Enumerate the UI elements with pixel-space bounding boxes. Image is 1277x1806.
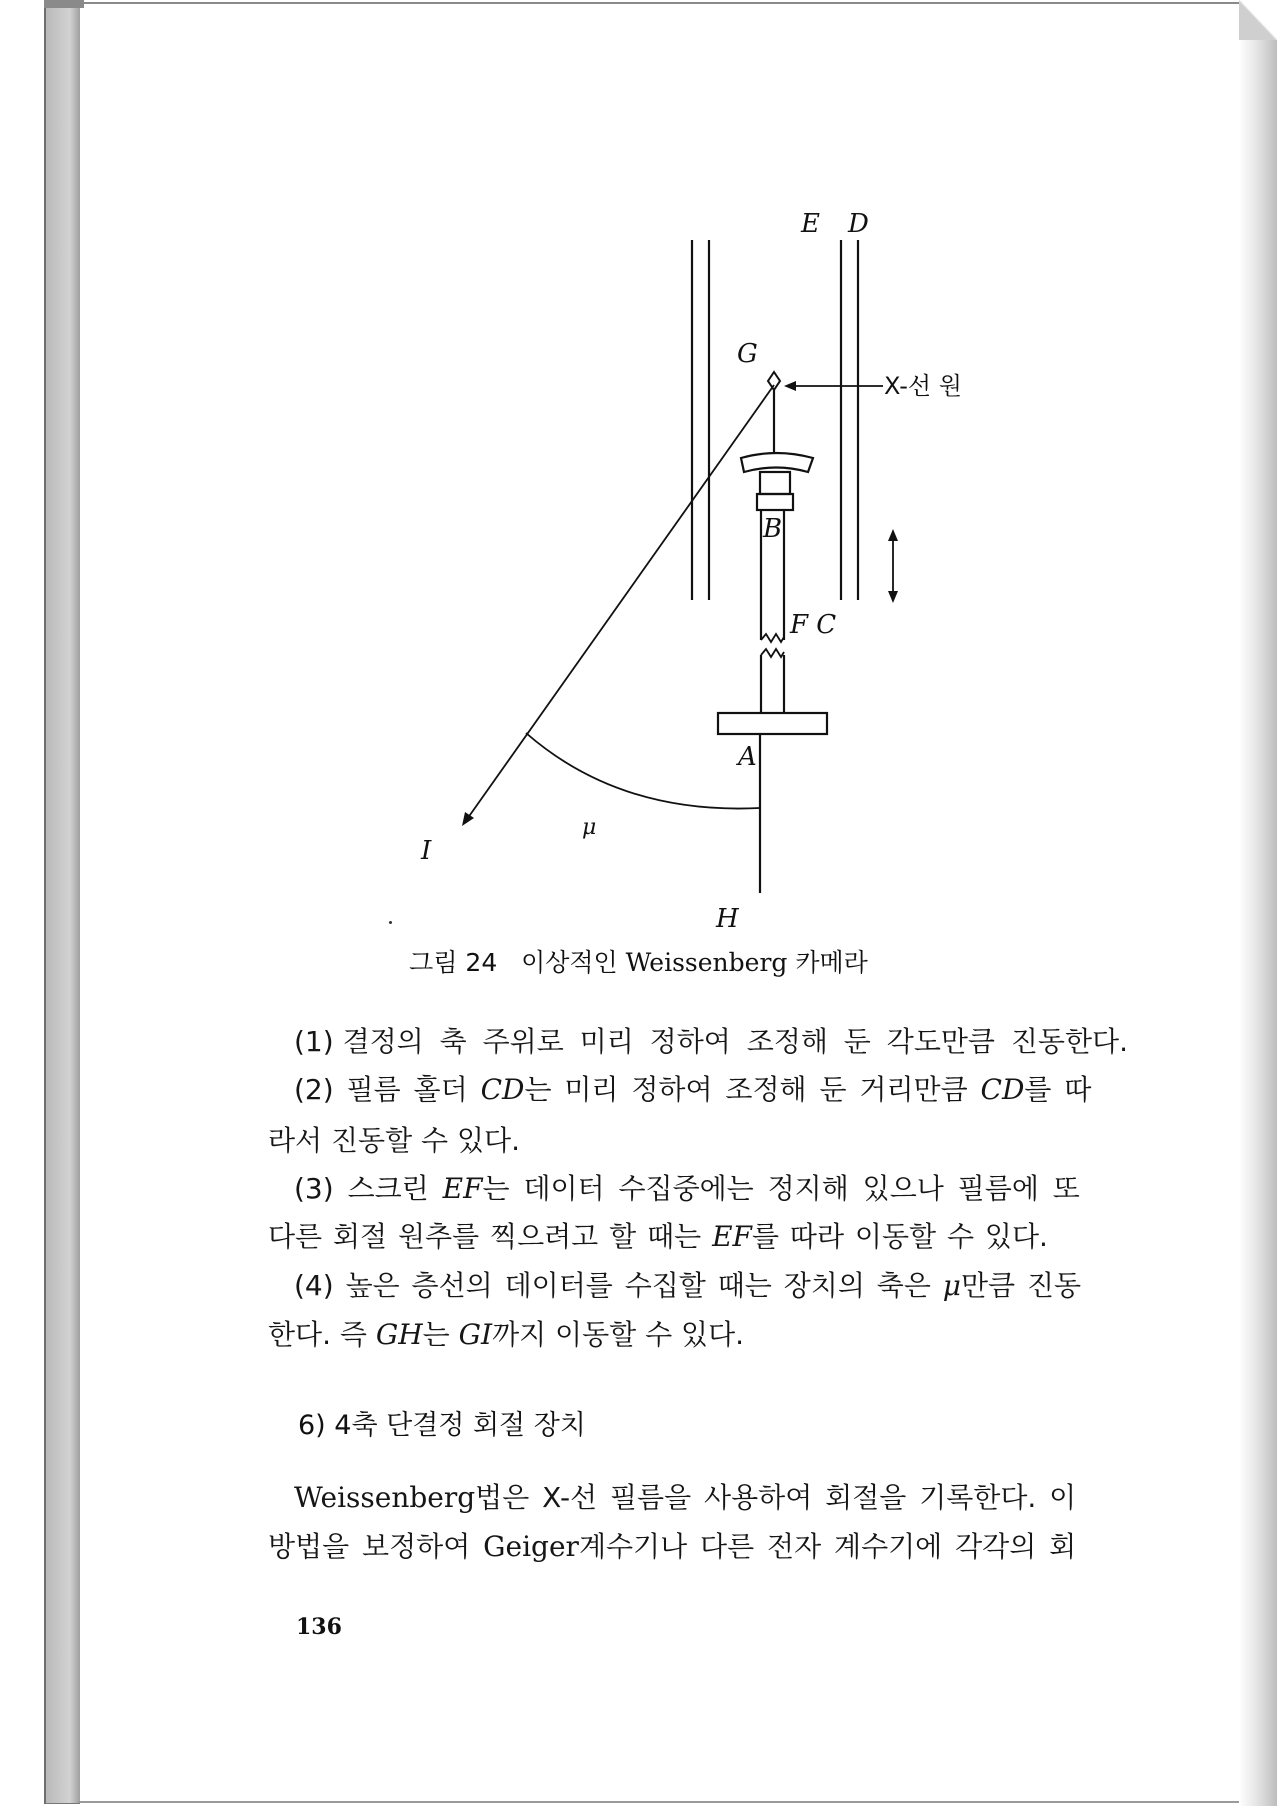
page-number: 136 <box>296 1614 342 1640</box>
p2-text: 라서 진동할 수 있다. <box>268 1124 520 1157</box>
caption-prefix: 그림 24 <box>409 948 498 977</box>
label-h: H <box>716 904 739 934</box>
translation-arrow-up <box>888 529 898 541</box>
label-b: B <box>763 514 783 544</box>
p1-word: 미리 <box>579 1025 634 1058</box>
paragraph-3-line-2 <box>268 1217 1048 1257</box>
paragraph-2-line-1 <box>294 1070 1128 1110</box>
diffracted-ray-gi <box>465 385 774 822</box>
caption-suffix: 카메라 <box>795 948 868 977</box>
label-i: I <box>421 836 432 866</box>
p2-text: 를 따 <box>1024 1073 1092 1106</box>
label-d: D <box>848 209 869 239</box>
p2-text: (2) 필름 홀더 <box>294 1073 468 1106</box>
label-fc: F C <box>790 610 837 640</box>
paragraph-4-line-2 <box>268 1315 744 1355</box>
goniometer-arc <box>741 453 813 472</box>
goniometer-block-upper <box>760 472 790 494</box>
xray-beam-arrowhead <box>784 381 796 391</box>
variable-cd: CD <box>480 1073 525 1106</box>
variable-gi: GI <box>458 1318 493 1351</box>
caption-title: Weissenberg <box>625 948 788 977</box>
shaft-break-upper <box>761 634 784 642</box>
translation-arrow-down <box>888 591 898 603</box>
label-g: G <box>737 339 758 369</box>
paragraph-2-line-2 <box>268 1121 520 1161</box>
p3-text: 는 데이터 수집중에는 정지해 있으나 필름에 또 <box>482 1172 1080 1205</box>
variable-ef: EF <box>442 1172 483 1205</box>
ray-i-arrowhead <box>462 812 474 826</box>
p4-text: (4) 높은 층선의 데이터를 수집할 때는 장치의 축은 <box>294 1269 931 1302</box>
p3-text: 다른 회절 원추를 찍으려고 할 때는 <box>268 1220 702 1253</box>
caption-korean: 이상적인 <box>521 948 618 977</box>
p5-text: 법은 X-선 필름을 사용하여 회절을 기록한다. 이 <box>475 1481 1077 1514</box>
base-plate-a <box>718 713 827 734</box>
p1-word: 주위로 <box>482 1025 564 1058</box>
paragraph-4-line-1 <box>294 1266 1081 1306</box>
p1-word: 둔 <box>843 1025 871 1058</box>
p1-word: 각도만큼 <box>886 1025 995 1058</box>
page-bottom-edge <box>78 1801 1248 1803</box>
p1-word: 축 <box>439 1025 467 1058</box>
p2-text: 는 미리 정하여 조정해 둔 거리만큼 <box>524 1073 968 1106</box>
p4-text: 까지 이동할 수 있다. <box>492 1318 745 1351</box>
shaft-break-lower <box>761 649 784 657</box>
variable-gh: GH <box>375 1318 423 1351</box>
label-e: E <box>801 209 820 239</box>
p4-text: 는 <box>422 1318 450 1351</box>
p4-text: 만큼 진동 <box>961 1269 1082 1302</box>
xray-source-label: X-선 원 <box>884 372 962 400</box>
word-geiger: Geiger <box>483 1530 579 1563</box>
section-heading: 6) 4축 단결정 회절 장치 <box>298 1410 586 1441</box>
p4-text: 한다. 즉 <box>268 1318 367 1351</box>
print-speck <box>389 921 392 924</box>
p1-word: 정하여 <box>649 1025 731 1058</box>
p1-word: 조정해 <box>746 1025 828 1058</box>
p3-text: (3) 스크린 <box>294 1172 429 1205</box>
goniometer-block-lower <box>757 494 793 510</box>
crystal-g <box>768 372 780 390</box>
p5-text: 계수기나 다른 전자 계수기에 각각의 회 <box>578 1530 1077 1563</box>
mu-arc <box>526 733 760 809</box>
word-weissenberg: Weissenberg <box>294 1481 476 1514</box>
paragraph-1-line-1 <box>294 1022 1128 1062</box>
variable-ef: EF <box>712 1220 752 1253</box>
figure-caption <box>0 946 1277 980</box>
p1-word: 진동한다. <box>1010 1025 1128 1058</box>
variable-mu: μ <box>942 1269 961 1302</box>
label-a: A <box>738 742 757 772</box>
paragraph-3-line-1 <box>294 1169 1080 1209</box>
p5-text: 방법을 보정하여 <box>268 1530 471 1563</box>
p3-text: 를 따라 이동할 수 있다. <box>751 1220 1048 1253</box>
paragraph-5-line-1 <box>294 1478 1076 1518</box>
paragraph-5-line-2 <box>268 1527 1076 1567</box>
label-mu: μ <box>582 815 597 840</box>
p1-word: (1) 결정의 <box>294 1025 424 1058</box>
variable-cd: CD <box>980 1073 1025 1106</box>
